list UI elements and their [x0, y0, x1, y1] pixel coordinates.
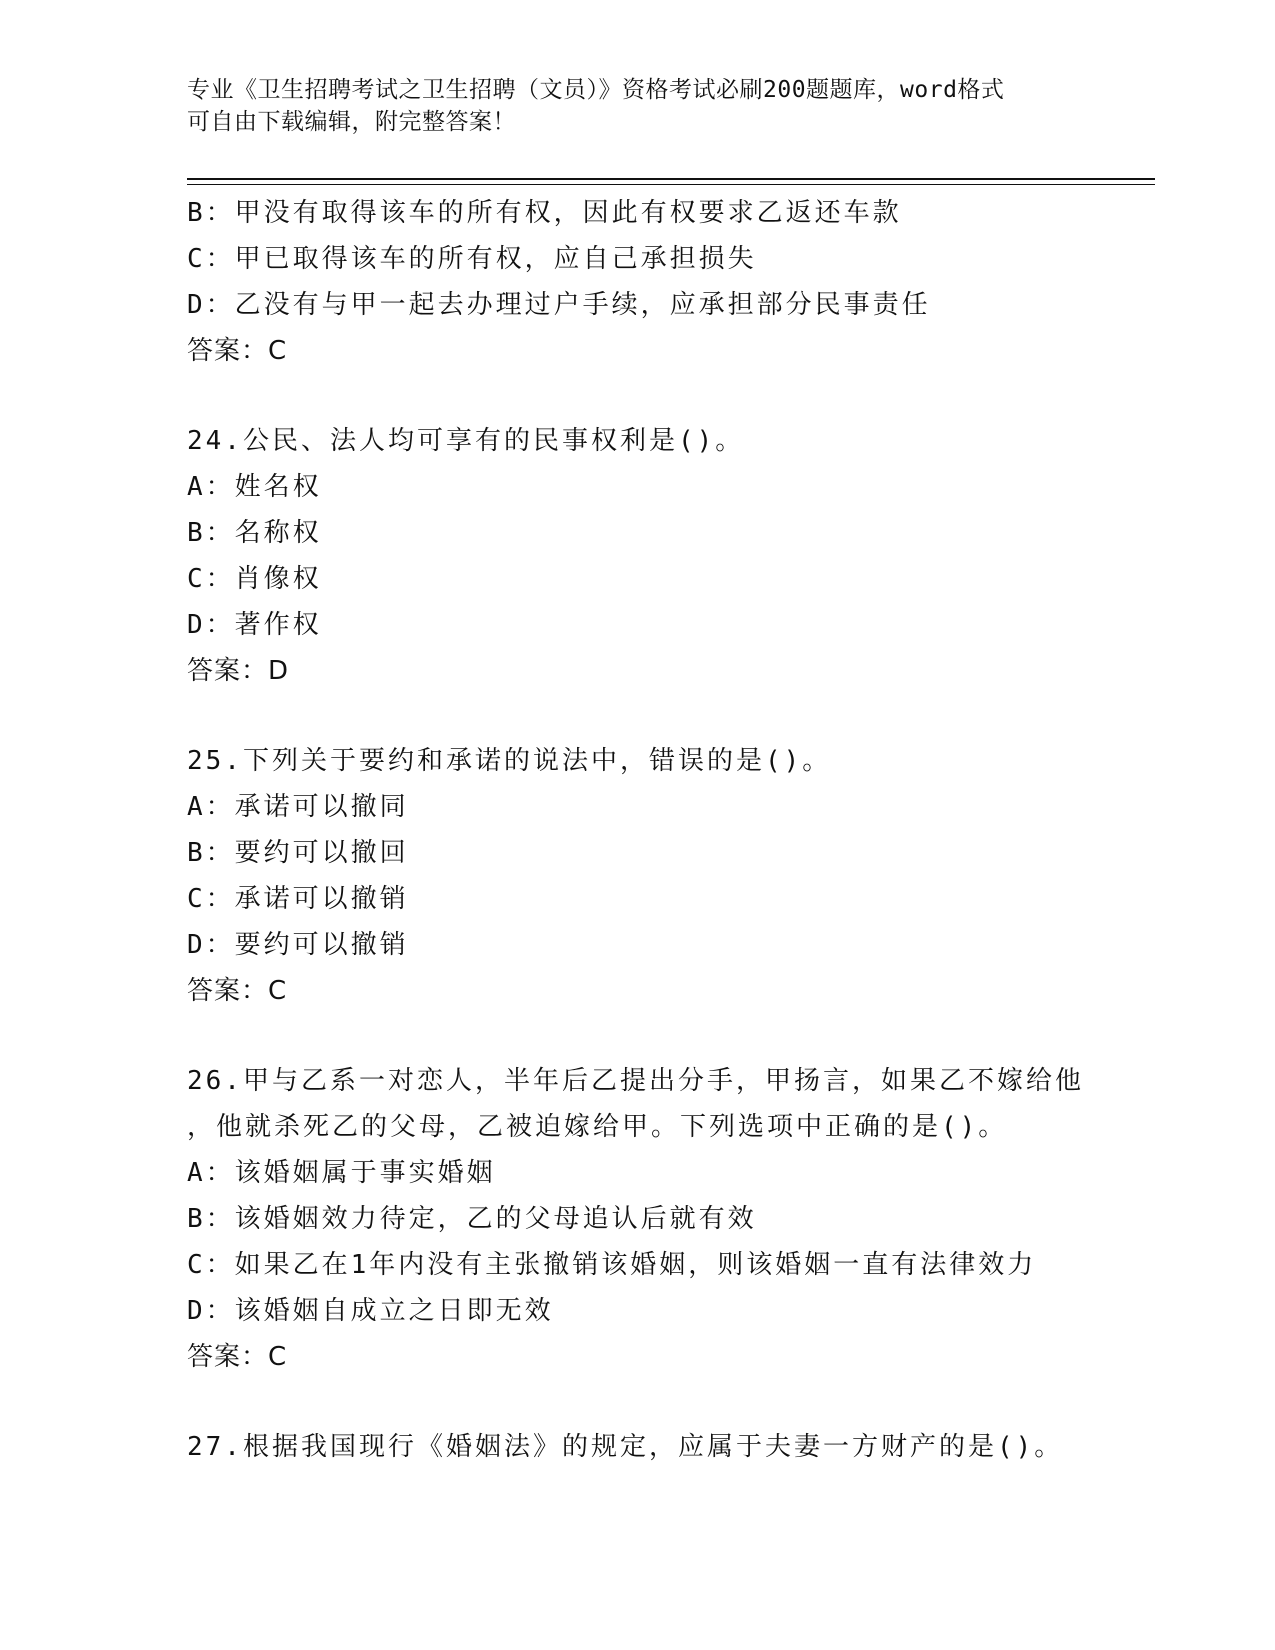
question-23-continued [187, 190, 1087, 374]
option-a: A：承诺可以撤同 [187, 792, 409, 822]
option-c: C：甲已取得该车的所有权，应自己承担损失 [187, 244, 757, 274]
header-divider-thin [187, 184, 1155, 185]
question-stem: 24.公民、法人均可享有的民事权利是()。 [187, 426, 745, 456]
option-c: C：如果乙在1年内没有主张撤销该婚姻，则该婚姻一直有法律效力 [187, 1250, 1037, 1280]
question-stem-line-2: ，他就杀死乙的父母，乙被迫嫁给甲。下列选项中正确的是()。 [187, 1112, 1008, 1142]
option-d: D：要约可以撤销 [187, 930, 409, 960]
option-d: D：乙没有与甲一起去办理过户手续，应承担部分民事责任 [187, 290, 931, 320]
option-b: B：要约可以撤回 [187, 838, 409, 868]
header-title-line-2: 可自由下载编辑，附完整答案！ [187, 109, 516, 135]
question-25 [187, 738, 1087, 1014]
option-d: D：著作权 [187, 610, 322, 640]
answer-line: 答案：C [187, 976, 288, 1006]
question-27 [187, 1424, 1087, 1470]
question-26 [187, 1058, 1087, 1380]
answer-line: 答案：D [187, 656, 290, 686]
header-divider-thick [187, 178, 1155, 180]
question-stem-line-1: 26.甲与乙系一对恋人，半年后乙提出分手，甲扬言，如果乙不嫁给他 [187, 1066, 1084, 1096]
question-list [187, 190, 1087, 1470]
answer-line: 答案：C [187, 336, 288, 366]
option-b: B：名称权 [187, 518, 322, 548]
option-b: B：该婚姻效力待定，乙的父母追认后就有效 [187, 1204, 757, 1234]
option-c: C：肖像权 [187, 564, 322, 594]
option-a: A：姓名权 [187, 472, 322, 502]
header-title-line-1: 专业《卫生招聘考试之卫生招聘（文员）》资格考试必刷200题题库，word格式 [187, 77, 1005, 103]
question-24 [187, 418, 1087, 694]
answer-line: 答案：C [187, 1342, 288, 1372]
option-d: D：该婚姻自成立之日即无效 [187, 1296, 554, 1326]
option-a: A：该婚姻属于事实婚姻 [187, 1158, 496, 1188]
option-b: B：甲没有取得该车的所有权，因此有权要求乙返还车款 [187, 198, 902, 228]
question-stem: 25.下列关于要约和承诺的说法中，错误的是()。 [187, 746, 832, 776]
document-header [187, 74, 1087, 138]
option-c: C：承诺可以撤销 [187, 884, 409, 914]
question-stem: 27.根据我国现行《婚姻法》的规定，应属于夫妻一方财产的是()。 [187, 1432, 1064, 1462]
